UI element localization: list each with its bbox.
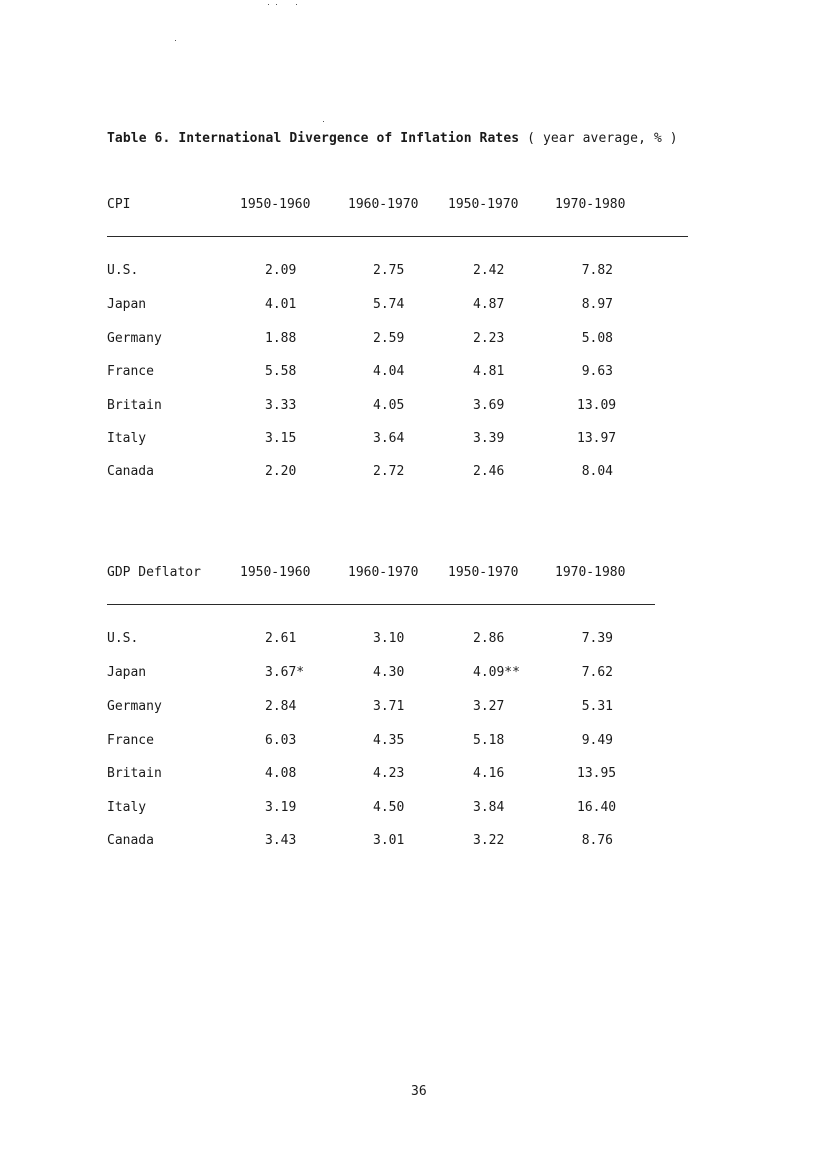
- country-name: Germany: [107, 331, 162, 346]
- value-cell: 2.86: [473, 631, 505, 646]
- gdp-period-2: 1960-1970: [348, 565, 419, 580]
- value-cell: 2.46: [473, 464, 505, 479]
- value-cell: 2.42: [473, 263, 505, 278]
- value-cell: 4.50: [373, 800, 405, 815]
- country-name: U.S.: [107, 631, 139, 646]
- value-cell: 3.64: [373, 431, 405, 446]
- value-cell: 3.67*: [265, 665, 305, 680]
- country-name: Canada: [107, 464, 154, 479]
- cpi-label: CPI: [107, 197, 131, 212]
- value-cell: 3.10: [373, 631, 405, 646]
- country-name: Italy: [107, 800, 147, 815]
- scan-speck: [175, 40, 176, 41]
- value-cell: 7.62: [581, 665, 613, 680]
- value-cell: 4.35: [373, 733, 405, 748]
- value-cell: 3.71: [373, 699, 405, 714]
- value-cell: 3.39: [473, 431, 505, 446]
- value-cell: 4.05: [373, 398, 405, 413]
- value-cell: 13.09: [577, 398, 617, 413]
- value-cell: 8.04: [581, 464, 613, 479]
- value-cell: 4.30: [373, 665, 405, 680]
- value-cell: 9.49: [581, 733, 613, 748]
- scan-speck: [276, 4, 277, 5]
- value-cell: 2.72: [373, 464, 405, 479]
- gdp-label: GDP Deflator: [107, 565, 201, 580]
- value-cell: 4.87: [473, 297, 505, 312]
- country-name: Japan: [107, 297, 147, 312]
- value-cell: 4.08: [265, 766, 297, 781]
- value-cell: 4.23: [373, 766, 405, 781]
- value-cell: 4.04: [373, 364, 405, 379]
- value-cell: 16.40: [577, 800, 617, 815]
- value-cell: 3.43: [265, 833, 297, 848]
- country-name: Canada: [107, 833, 154, 848]
- gdp-period-4: 1970-1980: [555, 565, 626, 580]
- value-cell: 3.69: [473, 398, 505, 413]
- table-title-unit: ( year average, % ): [527, 131, 678, 146]
- cpi-header-rule: [107, 236, 688, 237]
- country-name: Britain: [107, 766, 162, 781]
- value-cell: 2.59: [373, 331, 405, 346]
- value-cell: 7.82: [581, 263, 613, 278]
- value-cell: 8.97: [581, 297, 613, 312]
- country-name: Britain: [107, 398, 162, 413]
- value-cell: 4.01: [265, 297, 297, 312]
- country-name: Italy: [107, 431, 147, 446]
- value-cell: 3.27: [473, 699, 505, 714]
- value-cell: 4.16: [473, 766, 505, 781]
- cpi-period-4: 1970-1980: [555, 197, 626, 212]
- value-cell: 4.09**: [473, 665, 520, 680]
- value-cell: 3.19: [265, 800, 297, 815]
- gdp-period-1: 1950-1960: [240, 565, 311, 580]
- cpi-period-2: 1960-1970: [348, 197, 419, 212]
- value-cell: 5.08: [581, 331, 613, 346]
- value-cell: 3.33: [265, 398, 297, 413]
- value-cell: 5.31: [581, 699, 613, 714]
- gdp-header-rule: [107, 604, 655, 605]
- value-cell: 9.63: [581, 364, 613, 379]
- table-title-main: Table 6. International Divergence of Inflation Rates: [107, 131, 520, 146]
- gdp-period-3: 1950-1970: [448, 565, 519, 580]
- value-cell: 3.01: [373, 833, 405, 848]
- value-cell: 6.03: [265, 733, 297, 748]
- value-cell: 2.61: [265, 631, 297, 646]
- value-cell: 5.74: [373, 297, 405, 312]
- table-title: [107, 131, 678, 146]
- country-name: France: [107, 733, 154, 748]
- value-cell: 8.76: [581, 833, 613, 848]
- country-name: Japan: [107, 665, 147, 680]
- value-cell: 13.95: [577, 766, 617, 781]
- value-cell: 2.84: [265, 699, 297, 714]
- value-cell: 7.39: [581, 631, 613, 646]
- country-name: Germany: [107, 699, 162, 714]
- value-cell: 2.75: [373, 263, 405, 278]
- value-cell: 2.09: [265, 263, 297, 278]
- value-cell: 5.18: [473, 733, 505, 748]
- scan-speck: [323, 121, 324, 122]
- scan-speck: [268, 4, 269, 5]
- value-cell: 3.22: [473, 833, 505, 848]
- value-cell: 3.84: [473, 800, 505, 815]
- value-cell: 3.15: [265, 431, 297, 446]
- value-cell: 2.20: [265, 464, 297, 479]
- value-cell: 4.81: [473, 364, 505, 379]
- scan-speck: [296, 4, 297, 5]
- value-cell: 1.88: [265, 331, 297, 346]
- cpi-period-3: 1950-1970: [448, 197, 519, 212]
- value-cell: 5.58: [265, 364, 297, 379]
- cpi-period-1: 1950-1960: [240, 197, 311, 212]
- value-cell: 13.97: [577, 431, 617, 446]
- value-cell: 2.23: [473, 331, 505, 346]
- page-number: 36: [411, 1084, 427, 1099]
- country-name: France: [107, 364, 154, 379]
- country-name: U.S.: [107, 263, 139, 278]
